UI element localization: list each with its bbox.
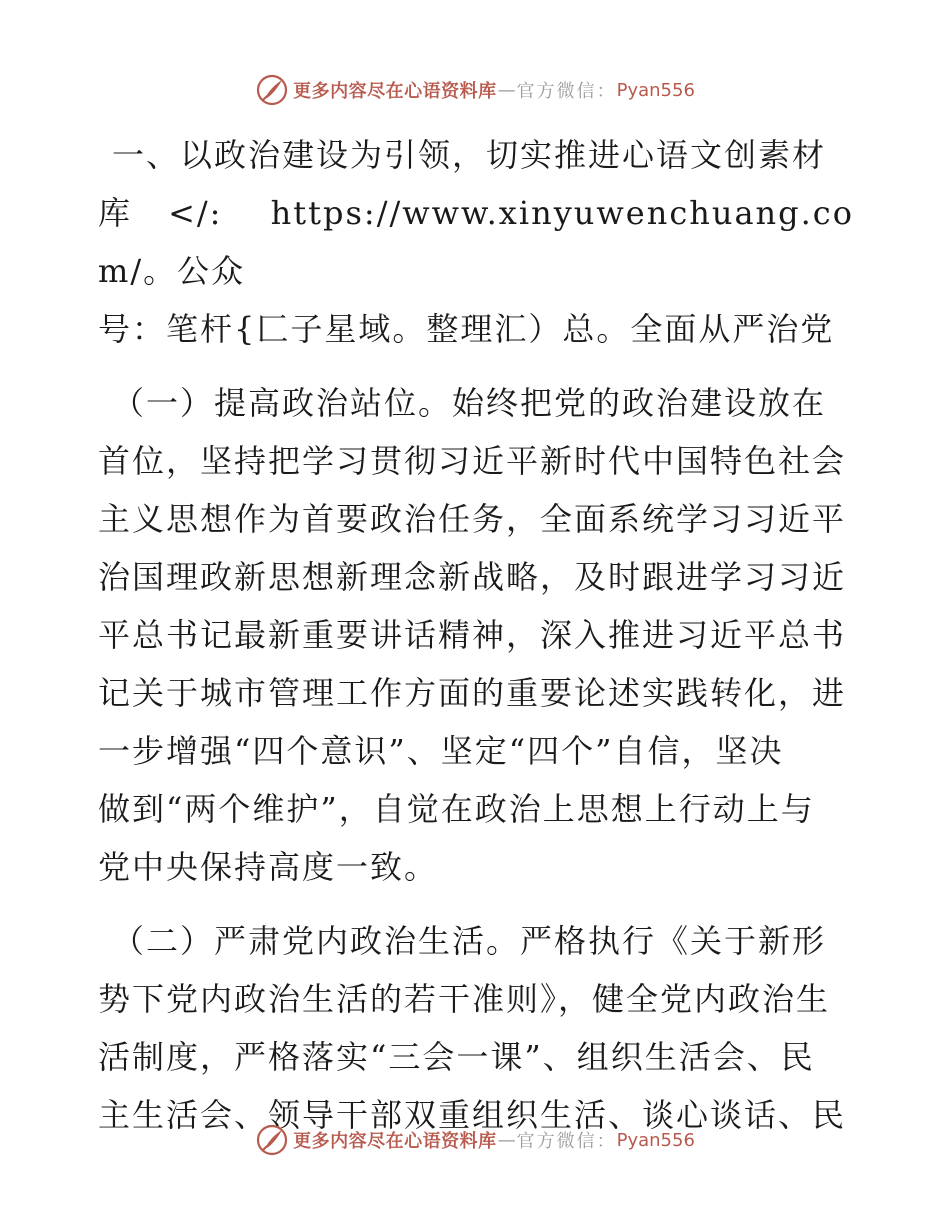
text-line: 势下党内政治生活的若干准则》，健全党内政治生 bbox=[98, 980, 831, 1018]
text-line: 做到“两个维护”，自觉在政治上思想上行动上与 bbox=[98, 790, 815, 828]
text-line: 主义思想作为首要政治任务，全面系统学习习近平 bbox=[98, 500, 847, 538]
subsection-1-paragraph bbox=[98, 374, 854, 896]
text-line: 平总书记最新重要讲话精神，深入推进习近平总书 bbox=[98, 616, 847, 654]
footer-banner bbox=[0, 1120, 950, 1160]
banner-contact: Pyan556 bbox=[616, 79, 695, 101]
banner-slogan: 更多内容尽在心语资料库 bbox=[293, 81, 497, 102]
section-heading-paragraph bbox=[98, 126, 854, 358]
banner-label: 官方微信： bbox=[516, 1131, 617, 1152]
text-line: 主生活会、领导干部双重组织生活、谈心谈话、民 bbox=[98, 1096, 847, 1134]
text-line: 治国理政新思想新理念新战略，及时跟进学习习近 bbox=[98, 558, 847, 596]
text-line: （一）提高政治站位。始终把党的政治建设放在 bbox=[112, 384, 827, 422]
text-line: 一、以政治建设为引领，切实推进心语文创素材 bbox=[112, 136, 827, 174]
quill-pen-icon bbox=[255, 73, 289, 107]
text-line: 库</: https://www.xinyuwenchuang.com/。公众 bbox=[98, 194, 854, 290]
text-line: 记关于城市管理工作方面的重要论述实践转化，进 bbox=[98, 674, 847, 712]
text-line: 一步增强“四个意识”、坚定“四个”自信，坚决 bbox=[98, 732, 784, 770]
banner-contact: Pyan556 bbox=[616, 1129, 695, 1151]
text-line: 活制度，严格落实“三会一课”、组织生活会、民 bbox=[98, 1038, 815, 1076]
banner-label: 官方微信： bbox=[516, 81, 617, 102]
text-line: 号：笔杆{匚子星域。整理汇）总。全面从严治党 bbox=[98, 310, 835, 348]
text-line: 首位，坚持把学习贯彻习近平新时代中国特色社会 bbox=[98, 442, 847, 480]
text-line: （二）严肃党内政治生活。严格执行《关于新形 bbox=[112, 922, 827, 960]
document-body bbox=[98, 126, 854, 1144]
subsection-2-paragraph bbox=[98, 912, 854, 1144]
header-banner bbox=[0, 70, 950, 110]
quill-pen-icon bbox=[255, 1123, 289, 1157]
banner-slogan: 更多内容尽在心语资料库 bbox=[293, 1131, 497, 1152]
banner-dash: — bbox=[497, 1129, 516, 1151]
text-line: 党中央保持高度一致。 bbox=[98, 848, 439, 886]
banner-dash: — bbox=[497, 79, 516, 101]
